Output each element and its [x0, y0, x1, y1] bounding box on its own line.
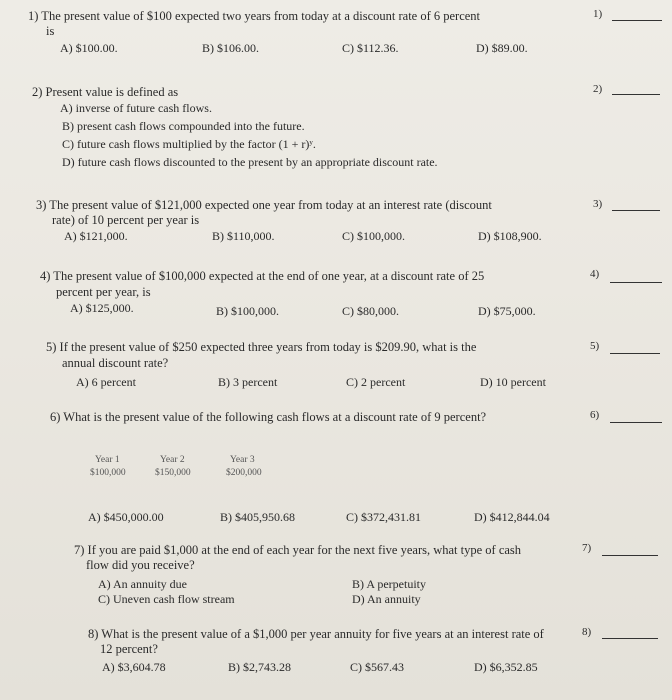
question-3-choice-b[interactable]: B) $110,000. — [212, 229, 275, 243]
question-1-choice-a[interactable]: A) $100.00. — [60, 41, 118, 55]
question-5-choice-a[interactable]: A) 6 percent — [76, 375, 136, 389]
question-3-answer-blank[interactable] — [612, 210, 660, 211]
question-2-choice-a[interactable]: A) inverse of future cash flows. — [60, 101, 212, 115]
question-4-number: 4) — [590, 268, 600, 280]
question-2-choice-c[interactable]: C) future cash flows multiplied by the factor (1 + r)ʸ. — [62, 137, 316, 151]
question-6-number: 6) — [590, 409, 600, 421]
question-8-choice-c[interactable]: C) $567.43 — [350, 660, 404, 674]
question-4-choice-d[interactable]: D) $75,000. — [478, 304, 536, 318]
question-5-number: 5) — [590, 340, 600, 352]
cash-flow-year-1-amount: $100,000 — [90, 468, 126, 478]
question-3-stem-line-1: 3) The present value of $121,000 expected one year from today at an interest rate (discount — [36, 198, 492, 212]
question-8-choice-b[interactable]: B) $2,743.28 — [228, 660, 291, 674]
question-4-stem-line-1: 4) The present value of $100,000 expected at the end of one year, at a discount rate of 25 — [40, 269, 485, 283]
question-7-choice-a[interactable]: A) An annuity due — [98, 577, 187, 591]
cash-flow-year-2-amount: $150,000 — [155, 468, 191, 478]
cash-flow-year-3-amount: $200,000 — [226, 468, 262, 478]
question-5-answer-blank[interactable] — [610, 353, 660, 354]
question-3-choice-d[interactable]: D) $108,900. — [478, 229, 542, 243]
question-6-answer-blank[interactable] — [610, 422, 662, 423]
question-7-stem-line-1: 7) If you are paid $1,000 at the end of each year for the next five years, what type of cash — [74, 543, 522, 557]
question-3-stem-line-2: rate) of 10 percent per year is — [52, 213, 200, 227]
question-6-choice-d[interactable]: D) $412,844.04 — [474, 510, 550, 524]
question-6-stem: 6) What is the present value of the following cash flows at a discount rate of 9 percent? — [50, 410, 487, 424]
question-8-number: 8) — [582, 626, 592, 638]
question-3-choice-a[interactable]: A) $121,000. — [64, 229, 128, 243]
question-1-stem-line-1: 1) The present value of $100 expected two years from today at a discount rate of 6 percent — [28, 9, 481, 23]
question-6-choice-a[interactable]: A) $450,000.00 — [88, 510, 164, 524]
question-2-stem: 2) Present value is defined as — [32, 85, 179, 99]
question-2-choice-d[interactable]: D) future cash flows discounted to the present by an appropriate discount rate. — [62, 155, 438, 169]
question-7-choice-d[interactable]: D) An annuity — [352, 592, 421, 606]
question-4-stem-line-2: percent per year, is — [56, 285, 151, 299]
question-1-stem-line-2: is — [46, 24, 55, 38]
question-7-stem-line-2: flow did you receive? — [86, 558, 195, 572]
question-5-stem-line-1: 5) If the present value of $250 expected three years from today is $209.90, what is the — [46, 340, 477, 354]
question-1-choice-c[interactable]: C) $112.36. — [342, 41, 399, 55]
question-8-choice-d[interactable]: D) $6,352.85 — [474, 660, 538, 674]
question-8-choice-a[interactable]: A) $3,604.78 — [102, 660, 166, 674]
question-4-answer-blank[interactable] — [610, 282, 662, 283]
question-5-choice-c[interactable]: C) 2 percent — [346, 375, 406, 389]
question-5-choice-d[interactable]: D) 10 percent — [480, 375, 546, 389]
cash-flow-year-3-label: Year 3 — [230, 455, 255, 465]
question-7-choice-c[interactable]: C) Uneven cash flow stream — [98, 592, 235, 606]
question-2-number: 2) — [593, 83, 603, 95]
question-6-choice-c[interactable]: C) $372,431.81 — [346, 510, 421, 524]
question-1-choice-d[interactable]: D) $89.00. — [476, 41, 528, 55]
question-2-choice-b[interactable]: B) present cash flows compounded into the future. — [62, 119, 305, 133]
question-7-number: 7) — [582, 542, 592, 554]
question-4-choice-a[interactable]: A) $125,000. — [70, 301, 134, 315]
question-1-answer-blank[interactable] — [612, 20, 662, 21]
question-6-choice-b[interactable]: B) $405,950.68 — [220, 510, 295, 524]
question-8-stem-line-2: 12 percent? — [100, 642, 158, 656]
cash-flow-year-2-label: Year 2 — [160, 455, 185, 465]
question-7-answer-blank[interactable] — [602, 555, 658, 556]
question-5-choice-b[interactable]: B) 3 percent — [218, 375, 278, 389]
question-3-choice-c[interactable]: C) $100,000. — [342, 229, 405, 243]
question-4-choice-b[interactable]: B) $100,000. — [216, 304, 279, 318]
question-5-stem-line-2: annual discount rate? — [62, 356, 169, 370]
cash-flow-year-1-label: Year 1 — [95, 455, 120, 465]
question-1-number: 1) — [593, 8, 603, 20]
question-3-number: 3) — [593, 198, 603, 210]
question-4-choice-c[interactable]: C) $80,000. — [342, 304, 399, 318]
question-7-choice-b[interactable]: B) A perpetuity — [352, 577, 426, 591]
question-8-stem-line-1: 8) What is the present value of a $1,000 per year annuity for five years at an interest rate of — [88, 627, 544, 641]
question-2-answer-blank[interactable] — [612, 94, 660, 95]
question-8-answer-blank[interactable] — [602, 638, 658, 639]
question-1-choice-b[interactable]: B) $106.00. — [202, 41, 259, 55]
